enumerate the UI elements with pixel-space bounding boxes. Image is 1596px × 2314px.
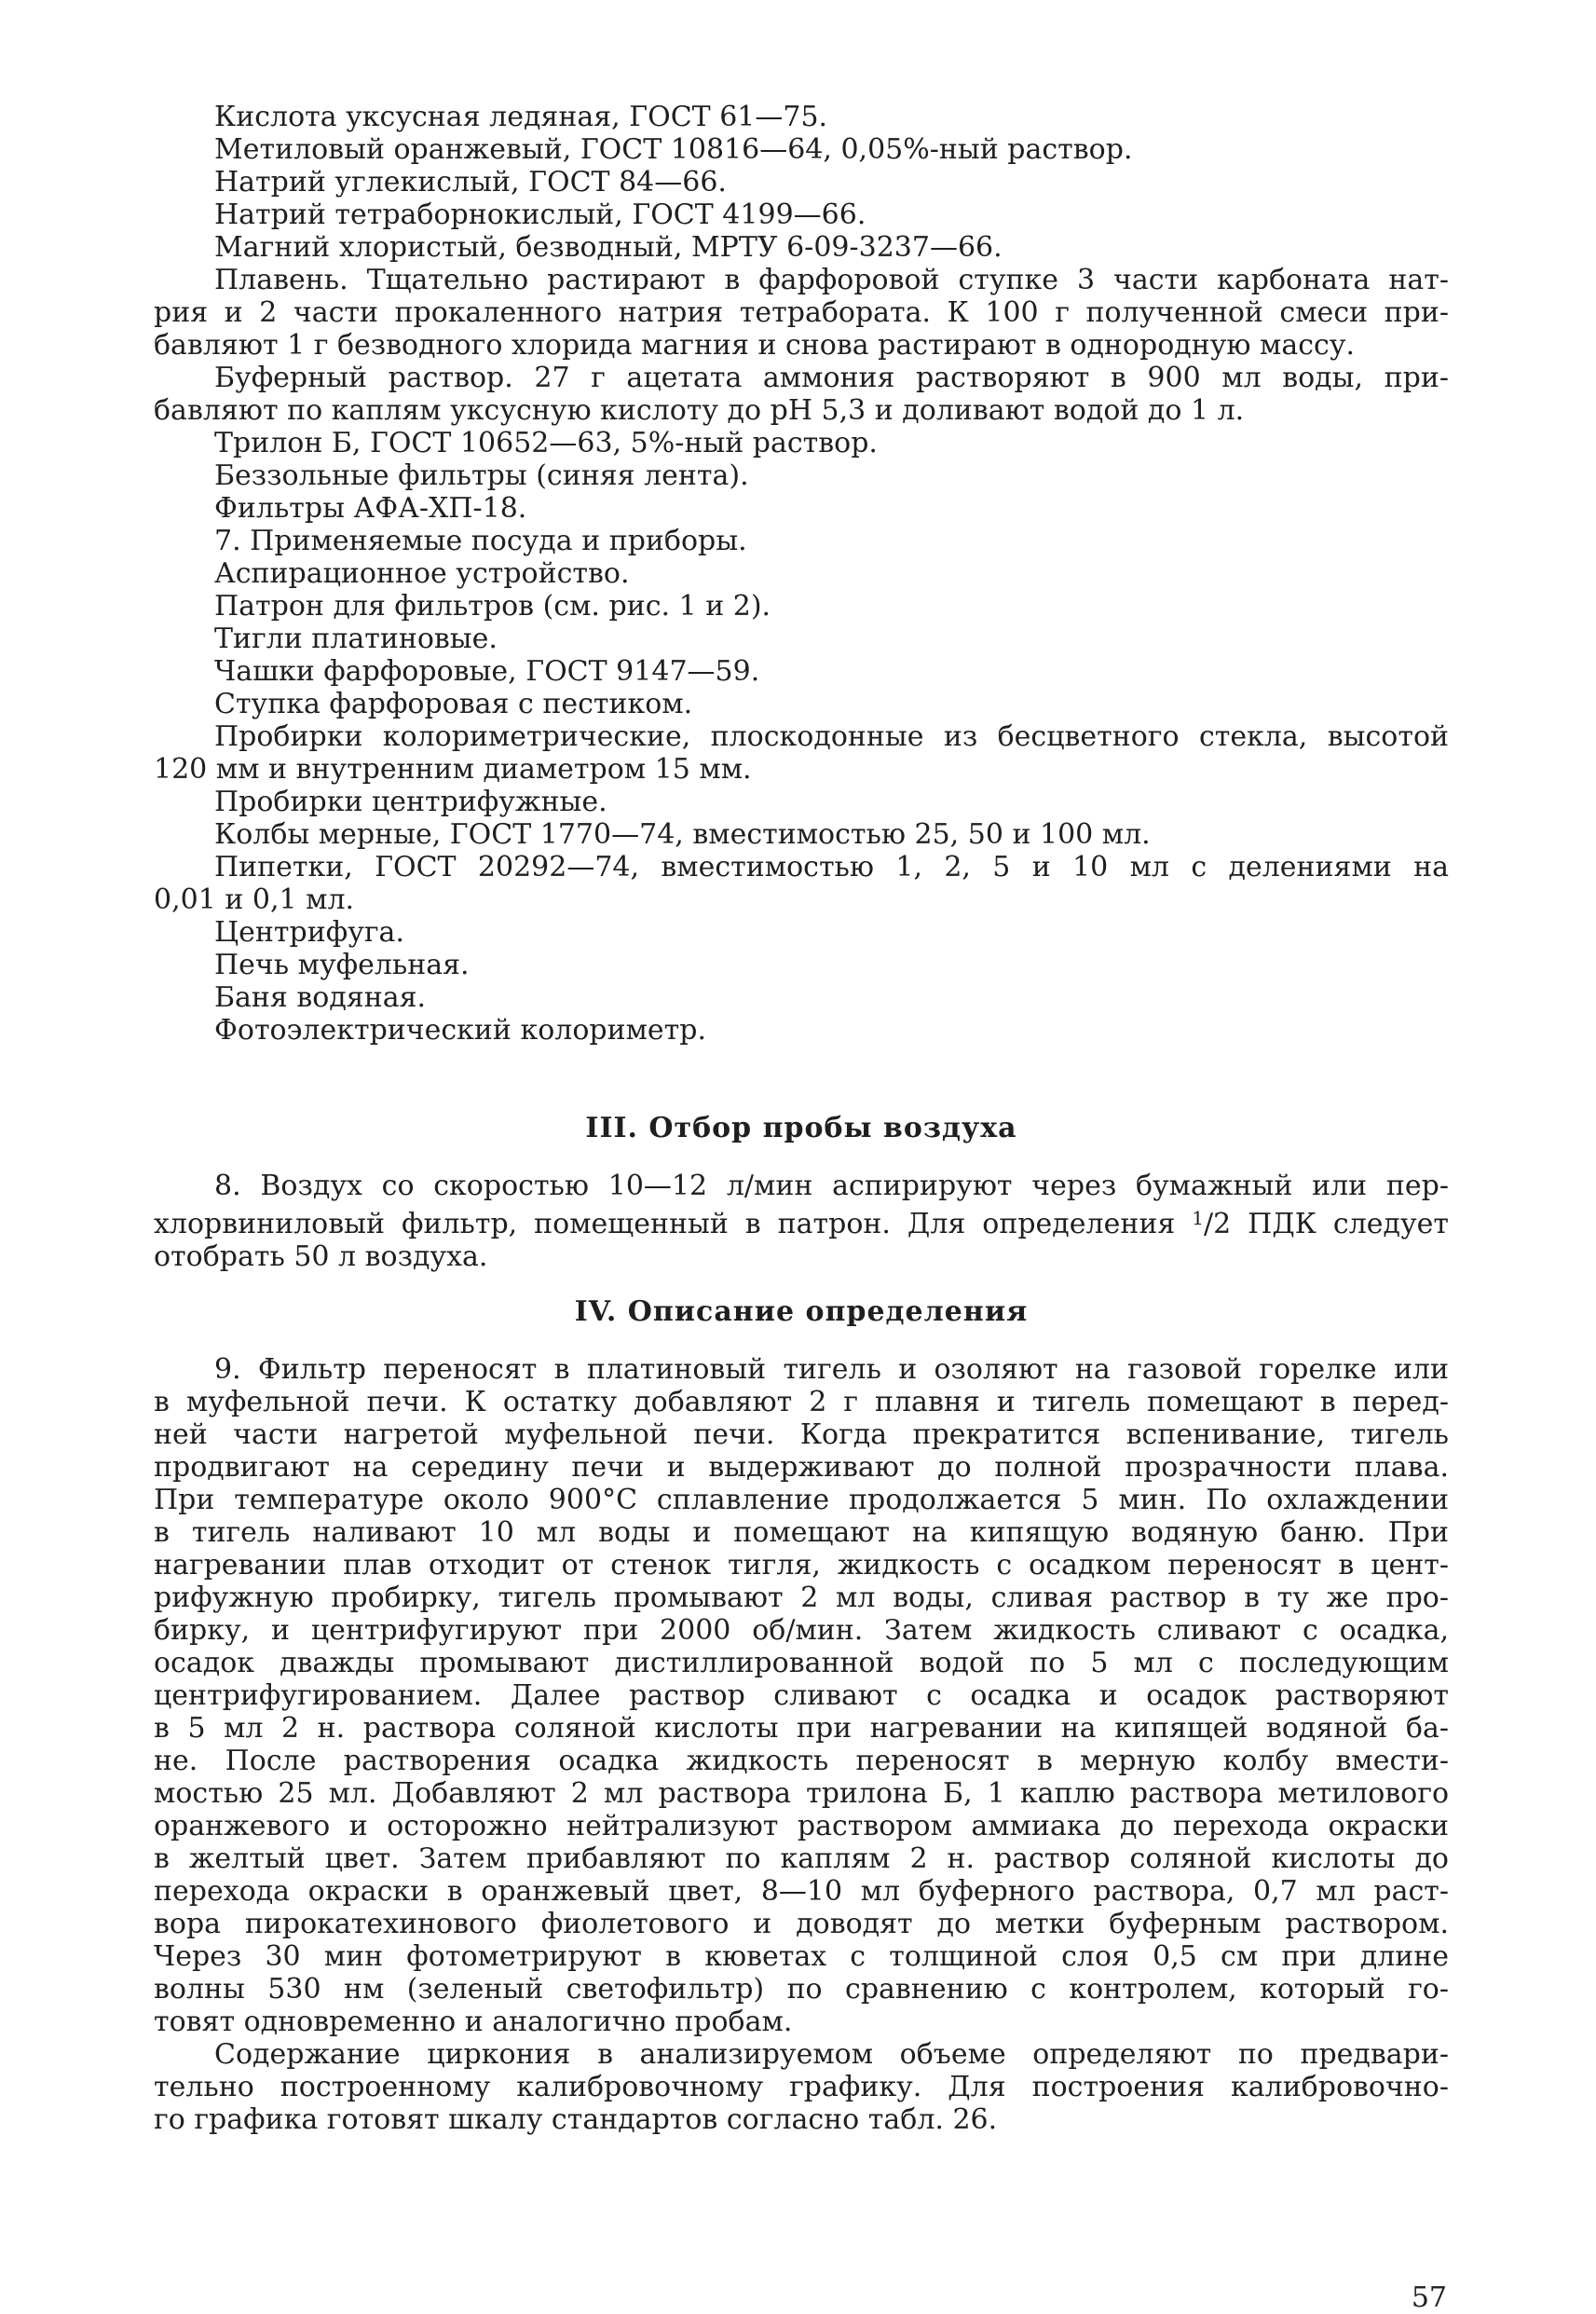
paragraph-line: товят одновременно и аналогично пробам. (154, 2006, 793, 2038)
list-item: Патрон для фильтров (см. рис. 1 и 2). (214, 590, 771, 623)
list-item: Магний хлористый, безводный, МРТУ 6-09-3237—66. (214, 231, 1003, 264)
paragraph-line: бирку, и центрифугируют при 2000 об/мин. Затем жидкость сливают с осадка, (154, 1614, 1449, 1647)
page-number: 57 (1411, 2281, 1447, 2314)
buffer-line: бавляют по каплям уксусную кислоту до pH 5,3 и доливают водой до 1 л. (154, 394, 1245, 427)
list-item: Беззольные фильтры (синяя лента). (214, 459, 749, 492)
buffer-line: Буферный раствор. 27 г ацетата аммония растворяют в 900 мл воды, при- (214, 362, 1449, 394)
list-item: Натрий углекислый, ГОСТ 84—66. (214, 166, 727, 199)
paragraph-line: волны 530 нм (зеленый светофильтр) по сравнению с контролем, который го- (154, 1973, 1449, 2006)
list-item: Колбы мерные, ГОСТ 1770—74, вместимостью 25, 50 и 100 мл. (214, 818, 1151, 851)
tubes-line: Пробирки колориметрические, плоскодонные из бесцветного стекла, высотой (214, 720, 1449, 753)
paragraph-line: тельно построенному калибровочному графику. Для построения калибровочно- (154, 2071, 1449, 2103)
section-4-body (154, 1353, 1449, 2136)
plaven-line: бавляют 1 г безводного хлорида магния и снова растирают в однородную массу. (154, 329, 1356, 362)
paragraph-line: нагревании плав отходит от стенок тигля, жидкость с осадком переносят в цент- (154, 1549, 1449, 1581)
list-item: Центрифуга. (214, 916, 404, 949)
paragraph-line: 9. Фильтр переносят в платиновый тигель и озоляют на газовой горелке или (214, 1353, 1449, 1386)
list-item: Трилон Б, ГОСТ 10652—63, 5%-ный раствор. (214, 427, 878, 459)
list-item: Тигли платиновые. (214, 623, 498, 655)
paragraph-text: /2 ПДК следует (1203, 1208, 1449, 1240)
paragraph-line: го графика готовят шкалу стандартов согласно табл. 26. (154, 2103, 998, 2136)
list-item: Фотоэлектрический колориметр. (214, 1014, 707, 1047)
paragraph-line: оранжевого и осторожно нейтрализуют раствором аммиака до перехода окраски (154, 1810, 1449, 1842)
paragraph-line (154, 1202, 1449, 1240)
paragraph-line: осадок дважды промывают дистиллированной водой по 5 мл с последующим (154, 1647, 1449, 1679)
list-item: Чашки фарфоровые, ГОСТ 9147—59. (214, 655, 760, 688)
paragraph-line: в муфельной печи. К остатку добавляют 2 г плавня и тигель помещают в перед- (154, 1386, 1449, 1418)
list-item: Пробирки центрифужные. (214, 786, 607, 818)
pipettes-line: 0,01 и 0,1 мл. (154, 883, 355, 916)
reagents-list (154, 101, 1449, 1047)
list-item: Кислота уксусная ледяная, ГОСТ 61—75. (214, 101, 828, 133)
plaven-line: рия и 2 части прокаленного натрия тетрабората. К 100 г полученной смеси при- (154, 296, 1449, 329)
paragraph-line: перехода окраски в оранжевый цвет, 8—10 мл буферного раствора, 0,7 мл раст- (154, 1875, 1449, 1908)
paragraph-line: рифужную пробирку, тигель промывают 2 мл воды, сливая раствор в ту же про- (154, 1581, 1449, 1614)
paragraph-line: в тигель наливают 10 мл воды и помещают на кипящую водяную баню. При (154, 1516, 1449, 1549)
section-7-title: 7. Применяемые посуда и приборы. (214, 525, 747, 557)
list-item: Аспирационное устройство. (214, 557, 630, 590)
paragraph-line: в желтый цвет. Затем прибавляют по каплям 2 н. раствор соляной кислоты до (154, 1842, 1449, 1875)
list-item: Натрий тетраборнокислый, ГОСТ 4199—66. (214, 199, 866, 231)
list-item: Ступка фарфоровая с пестиком. (214, 688, 693, 720)
list-item: Печь муфельная. (214, 949, 470, 981)
paragraph-line: не. После растворения осадка жидкость переносят в мерную колбу вмести- (154, 1745, 1449, 1777)
paragraph-line: отобрать 50 л воздуха. (154, 1240, 488, 1273)
section-4-heading: IV. Описание определения (574, 1295, 1029, 1328)
section-3-heading: III. Отбор пробы воздуха (585, 1112, 1017, 1144)
tubes-line: 120 мм и внутренним диаметром 15 мм. (154, 753, 752, 786)
plaven-line: Плавень. Тщательно растирают в фарфоровой ступке 3 части карбоната нат- (214, 264, 1449, 296)
paragraph-line: в 5 мл 2 н. раствора соляной кислоты при нагревании на кипящей водяной ба- (154, 1712, 1449, 1745)
section-3-body (154, 1170, 1449, 1273)
pipettes-line: Пипетки, ГОСТ 20292—74, вместимостью 1, 2, 5 и 10 мл с делениями на (214, 851, 1449, 883)
list-item: Метиловый оранжевый, ГОСТ 10816—64, 0,05%-ный раствор. (214, 133, 1133, 166)
paragraph-line: Через 30 мин фотометрируют в кюветах с толщиной слоя 0,5 см при длине (154, 1940, 1449, 1973)
paragraph-line: мостью 25 мл. Добавляют 2 мл раствора трилона Б, 1 каплю раствора метилового (154, 1777, 1449, 1810)
paragraph-line: центрифугированием. Далее раствор сливают с осадка и осадок растворяют (154, 1679, 1449, 1712)
fraction-numerator: 1 (1192, 1207, 1204, 1229)
paragraph-line: 8. Воздух со скоростью 10—12 л/мин аспирируют через бумажный или пер- (214, 1170, 1449, 1202)
list-item: Фильтры АФА-ХП-18. (214, 492, 527, 525)
paragraph-line: При температуре около 900°C сплавление продолжается 5 мин. По охлаждении (154, 1484, 1449, 1516)
paragraph-line: продвигают на середину печи и выдерживают до полной прозрачности плава. (154, 1451, 1449, 1484)
paragraph-line: Содержание циркония в анализируемом объеме определяют по предвари- (214, 2038, 1449, 2071)
paragraph-line: вора пирокатехинового фиолетового и доводят до метки буферным раствором. (154, 1908, 1449, 1940)
list-item: Баня водяная. (214, 981, 427, 1014)
paragraph-line: ней части нагретой муфельной печи. Когда прекратится вспенивание, тигель (154, 1418, 1449, 1451)
paragraph-text: хлорвиниловый фильтр, помещенный в патрон. Для определения (154, 1208, 1193, 1240)
